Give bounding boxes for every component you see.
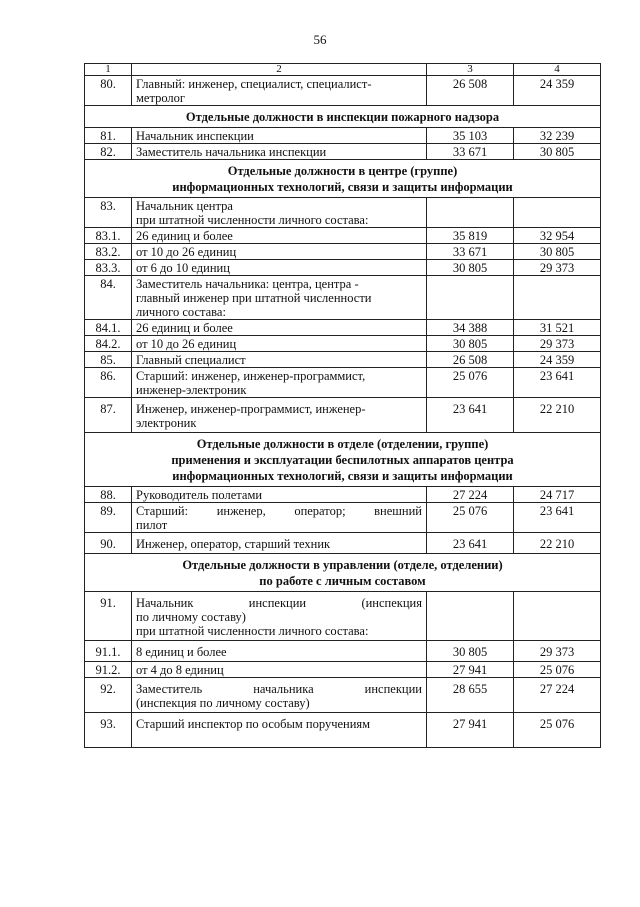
position-title-line: личного состава: (136, 305, 226, 319)
section-heading (85, 554, 601, 592)
row-number: 92. (85, 678, 132, 713)
position-title-line (136, 682, 422, 696)
section-heading (85, 106, 601, 128)
row-number: 87. (85, 398, 132, 433)
title-word: (инспекция (361, 596, 422, 610)
position-title (132, 503, 427, 533)
table-row (85, 198, 601, 228)
salary-value-col3: 23 641 (427, 533, 514, 554)
table-row (85, 662, 601, 678)
position-title-line: по личному составу) (136, 610, 246, 624)
salary-value-col3: 26 508 (427, 76, 514, 106)
table-row (85, 144, 601, 160)
title-word: начальника (253, 682, 314, 696)
salary-value-col3: 30 805 (427, 260, 514, 276)
salary-value-col4 (514, 276, 601, 320)
title-word: инспекции (364, 682, 422, 696)
section-heading-row (85, 160, 601, 198)
salary-value-col3: 25 076 (427, 503, 514, 533)
salary-value-col4: 29 373 (514, 260, 601, 276)
salary-value-col3: 35 819 (427, 228, 514, 244)
salary-value-col3 (427, 198, 514, 228)
salary-table (84, 63, 601, 748)
table-row (85, 503, 601, 533)
salary-value-col3: 23 641 (427, 398, 514, 433)
position-title (132, 487, 427, 503)
salary-value-col3: 27 941 (427, 662, 514, 678)
salary-value-col4: 23 641 (514, 503, 601, 533)
section-heading-line: применения и эксплуатации беспилотных аппаратов центра (171, 453, 514, 467)
title-word: Старший: (136, 504, 189, 518)
section-heading-row (85, 433, 601, 487)
position-title (132, 352, 427, 368)
row-number: 80. (85, 76, 132, 106)
salary-value-col4: 30 805 (514, 244, 601, 260)
position-title (132, 76, 427, 106)
table-header-row (85, 64, 601, 76)
row-number: 84. (85, 276, 132, 320)
header-cell: 1 (85, 64, 132, 76)
table-row (85, 641, 601, 662)
salary-value-col3: 27 941 (427, 713, 514, 748)
title-word: Заместитель (136, 682, 203, 696)
position-title (132, 336, 427, 352)
salary-value-col3: 25 076 (427, 368, 514, 398)
row-number: 89. (85, 503, 132, 533)
section-heading-line: информационных технологий, связи и защиты информации (172, 180, 513, 194)
row-number: 83.3. (85, 260, 132, 276)
title-word: инспекции (248, 596, 307, 610)
salary-value-col4: 23 641 (514, 368, 601, 398)
position-title-line: от 10 до 26 единиц (136, 337, 237, 351)
position-title-line: от 6 до 10 единиц (136, 261, 230, 275)
table-row (85, 368, 601, 398)
salary-value-col3: 34 388 (427, 320, 514, 336)
position-title-line: 26 единиц и более (136, 229, 233, 243)
salary-value-col3 (427, 592, 514, 641)
table-row (85, 592, 601, 641)
row-number: 85. (85, 352, 132, 368)
table-row (85, 244, 601, 260)
section-heading-line: Отдельные должности в отделе (отделении, группе) (196, 437, 489, 451)
salary-value-col4: 29 373 (514, 336, 601, 352)
salary-value-col4: 30 805 (514, 144, 601, 160)
row-number: 84.2. (85, 336, 132, 352)
salary-value-col4: 25 076 (514, 662, 601, 678)
row-number: 84.1. (85, 320, 132, 336)
position-title-line (136, 504, 422, 518)
position-title-line: Главный специалист (136, 353, 246, 367)
title-word: Начальник (136, 596, 194, 610)
section-heading-line: Отдельные должности в инспекции пожарного надзора (185, 110, 500, 124)
page-number: 56 (313, 32, 327, 47)
position-title-line: Старший инспектор по особым поручениям (136, 717, 371, 731)
salary-value-col3: 35 103 (427, 128, 514, 144)
position-title-line: Инженер, оператор, старший техник (136, 537, 331, 551)
position-title-line: главный инженер при штатной численности (136, 291, 372, 305)
position-title (132, 276, 427, 320)
section-heading-line: информационных технологий, связи и защиты информации (172, 469, 513, 483)
salary-value-col4: 22 210 (514, 533, 601, 554)
table-row (85, 398, 601, 433)
table-row (85, 320, 601, 336)
salary-value-col4 (514, 198, 601, 228)
salary-value-col4: 31 521 (514, 320, 601, 336)
row-number: 82. (85, 144, 132, 160)
position-title (132, 662, 427, 678)
position-title-line: при штатной численности личного состава: (136, 213, 369, 227)
table-row (85, 713, 601, 748)
section-heading (85, 160, 601, 198)
salary-value-col3: 26 508 (427, 352, 514, 368)
position-title (132, 198, 427, 228)
table-row (85, 276, 601, 320)
salary-table-body (85, 64, 601, 748)
position-title (132, 144, 427, 160)
salary-value-col3: 30 805 (427, 336, 514, 352)
position-title (132, 128, 427, 144)
header-cell: 3 (427, 64, 514, 76)
title-word: оператор; (294, 504, 346, 518)
position-title-line: Инженер, инженер-программист, инженер- (136, 402, 366, 416)
table-row (85, 128, 601, 144)
title-word: инженер, (216, 504, 266, 518)
position-title-line: инженер-электроник (136, 383, 247, 397)
position-title-line: 26 единиц и более (136, 321, 233, 335)
section-heading-line: Отдельные должности в центре (группе) (227, 164, 458, 178)
salary-value-col4: 27 224 (514, 678, 601, 713)
position-title-line (136, 596, 422, 610)
title-word: внешний (374, 504, 422, 518)
table-row (85, 352, 601, 368)
row-number: 81. (85, 128, 132, 144)
salary-value-col4: 22 210 (514, 398, 601, 433)
table-row (85, 260, 601, 276)
position-title (132, 533, 427, 554)
salary-value-col4: 24 359 (514, 352, 601, 368)
section-heading-row (85, 106, 601, 128)
position-title (132, 592, 427, 641)
position-title (132, 678, 427, 713)
salary-value-col3: 28 655 (427, 678, 514, 713)
position-title-line: Начальник центра (136, 199, 233, 213)
row-number: 88. (85, 487, 132, 503)
salary-value-col4: 32 954 (514, 228, 601, 244)
position-title-line: электроник (136, 416, 197, 430)
salary-value-col4: 29 373 (514, 641, 601, 662)
position-title (132, 713, 427, 748)
row-number: 86. (85, 368, 132, 398)
salary-value-col4: 24 359 (514, 76, 601, 106)
position-title (132, 398, 427, 433)
position-title-line: от 10 до 26 единиц (136, 245, 237, 259)
position-title-line: (инспекция по личному составу) (136, 696, 310, 710)
table-row (85, 228, 601, 244)
salary-value-col4 (514, 592, 601, 641)
position-title (132, 641, 427, 662)
salary-value-col3 (427, 276, 514, 320)
position-title-line: при штатной численности личного состава: (136, 624, 369, 638)
salary-value-col4: 25 076 (514, 713, 601, 748)
position-title (132, 320, 427, 336)
position-title-line: Заместитель начальника инспекции (136, 145, 327, 159)
section-heading (85, 433, 601, 487)
row-number: 91. (85, 592, 132, 641)
position-title-line: 8 единиц и более (136, 645, 227, 659)
row-number: 91.1. (85, 641, 132, 662)
position-title-line: Заместитель начальника: центра, центра - (136, 277, 359, 291)
position-title-line: от 4 до 8 единиц (136, 663, 224, 677)
row-number: 83.2. (85, 244, 132, 260)
salary-value-col3: 33 671 (427, 244, 514, 260)
header-cell: 2 (132, 64, 427, 76)
section-heading-line: Отдельные должности в управлении (отделе, отделении) (182, 558, 503, 572)
row-number: 83.1. (85, 228, 132, 244)
position-title-line: Начальник инспекции (136, 129, 254, 143)
row-number: 91.2. (85, 662, 132, 678)
position-title-line: пилот (136, 518, 168, 532)
row-number: 93. (85, 713, 132, 748)
position-title (132, 228, 427, 244)
position-title (132, 244, 427, 260)
table-row (85, 533, 601, 554)
position-title-line: Главный: инженер, специалист, специалист- (136, 77, 372, 91)
salary-value-col3: 27 224 (427, 487, 514, 503)
salary-value-col3: 33 671 (427, 144, 514, 160)
table-row (85, 336, 601, 352)
salary-value-col4: 32 239 (514, 128, 601, 144)
section-heading-line: по работе с личным составом (259, 574, 426, 588)
position-title-line: Старший: инженер, инженер-программист, (136, 369, 366, 383)
position-title-line: Руководитель полетами (136, 488, 263, 502)
salary-value-col4: 24 717 (514, 487, 601, 503)
position-title (132, 260, 427, 276)
position-title-line: метролог (136, 91, 186, 105)
row-number: 90. (85, 533, 132, 554)
header-cell: 4 (514, 64, 601, 76)
position-title (132, 368, 427, 398)
table-row (85, 487, 601, 503)
section-heading-row (85, 554, 601, 592)
row-number: 83. (85, 198, 132, 228)
salary-value-col3: 30 805 (427, 641, 514, 662)
table-row (85, 76, 601, 106)
table-row (85, 678, 601, 713)
